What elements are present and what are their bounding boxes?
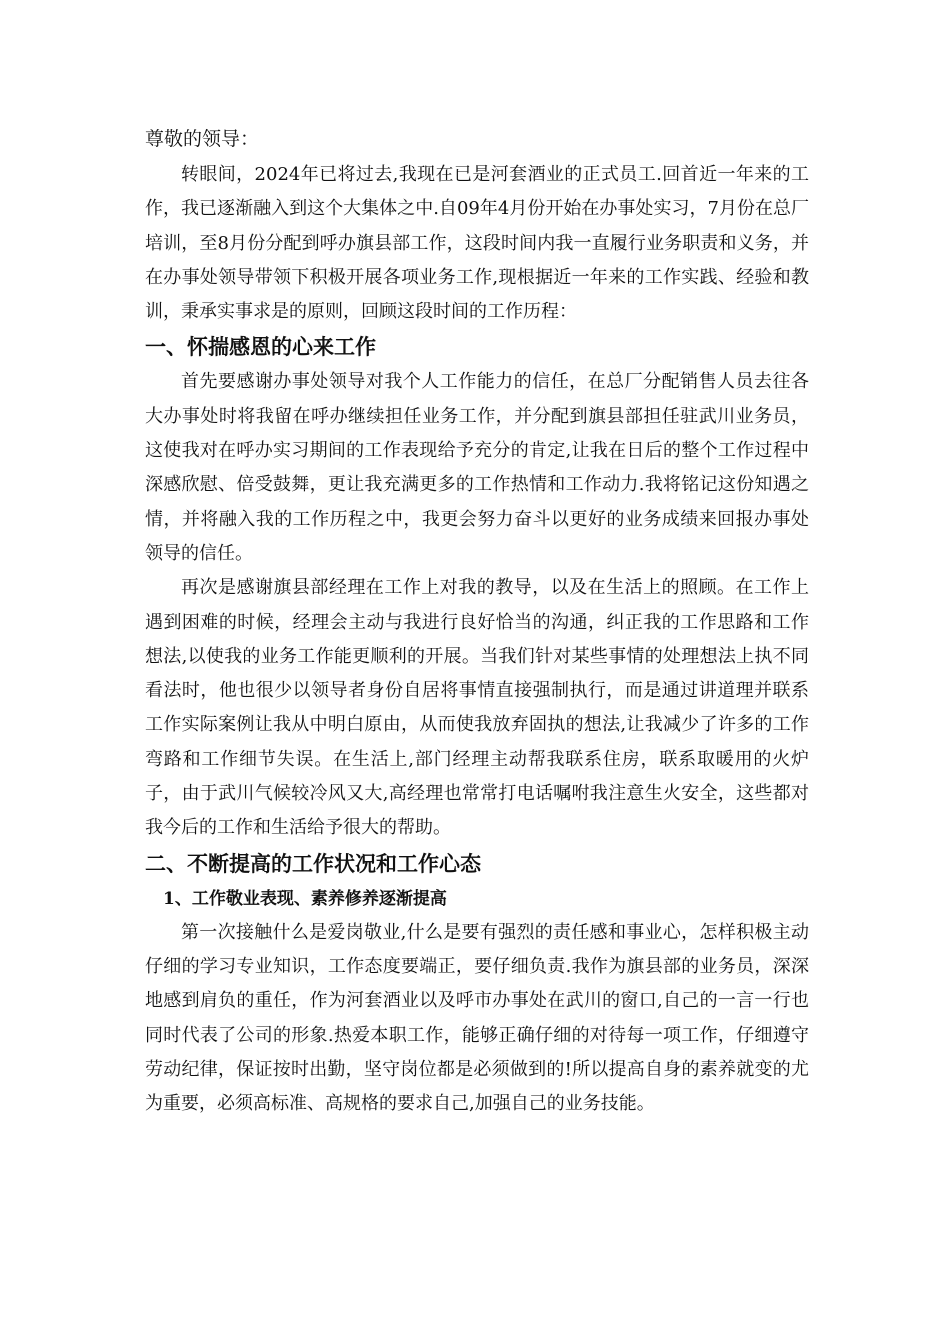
section-heading-gratitude: 一、怀揣感恩的心来工作 <box>145 334 376 360</box>
intro-paragraph: 转眼间，2024年已将过去,我现在已是河套酒业的正式员工.回首近一年来的工作，我已逐渐融入到这个大集体之中.自09年4月份开始在办事处实习，7月份在总厂培训，至8月份分配到呼办旗县部工作，这段时间内我一直履行业务职责和义务，并在办事处领导带领下积极开展各项业务工作,现根据近一年来的工作实践、经验和教训，秉承实事求是的原则，回顾这段时间的工作历程： <box>145 164 809 323</box>
subsection-heading-dedication: 1、工作敬业表现、素养修养逐渐提高 <box>163 888 447 909</box>
document-body <box>145 120 809 1121</box>
section-heading-work-status: 二、不断提高的工作状况和工作心态 <box>145 850 481 876</box>
paragraph-dedication: 第一次接触什么是爱岗敬业,什么是要有强烈的责任感和事业心，怎样积极主动仔细的学习专业知识，工作态度要端正，要仔细负责.我作为旗县部的业务员，深深地感到肩负的重任，作为河套酒业以及呼市办事处在武川的窗口,自己的一言一行也同时代表了公司的形象.热爱本职工作，能够正确仔细的对待每一项工作，仔细遵守劳动纪律，保证按时出勤，坚守岗位都是必须做到的!所以提高自身的素养就变的尤为重要，必须高标准、高规格的要求自己,加强自己的业务技能。 <box>145 921 809 1115</box>
paragraph-thanks-manager: 再次是感谢旗县部经理在工作上对我的教导，以及在生活上的照顾。在工作上遇到困难的时候，经理会主动与我进行良好恰当的沟通，纠正我的工作思路和工作想法,以使我的业务工作能更顺利的开展。当我们针对某些事情的处理想法上执不同看法时，他也很少以领导者身份自居将事情直接强制执行，而是通过讲道理并联系工作实际案例让我从中明白原由，从而使我放弃固执的想法,让我减少了许多的工作弯路和工作细节失误。在生活上,部门经理主动帮我联系住房，联系取暖用的火炉子，由于武川气候较冷风又大,高经理也常常打电话嘱咐我注意生火安全，这些都对我今后的工作和生活给予很大的帮助。 <box>145 577 809 839</box>
paragraph-thanks-leaders: 首先要感谢办事处领导对我个人工作能力的信任，在总厂分配销售人员去往各大办事处时将我留在呼办继续担任业务工作，并分配到旗县部担任驻武川业务员，这使我对在呼办实习期间的工作表现给予充分的肯定,让我在日后的整个工作过程中深感欣慰、倍受鼓舞，更让我充满更多的工作热情和工作动力.我将铭记这份知遇之情，并将融入我的工作历程之中，我更会努力奋斗以更好的业务成绩来回报办事处领导的信任。 <box>145 371 809 564</box>
salutation: 尊敬的领导： <box>145 128 260 150</box>
